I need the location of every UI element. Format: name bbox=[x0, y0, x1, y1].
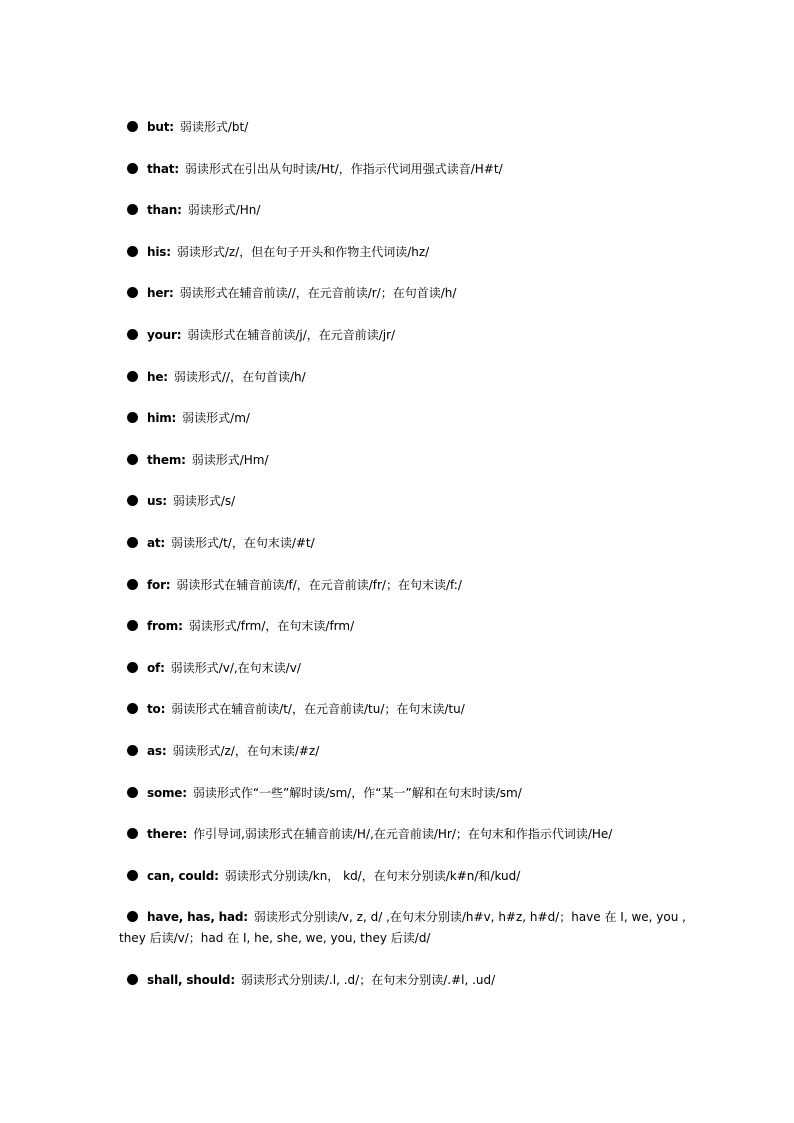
list-item bbox=[127, 411, 707, 426]
item-desc: 弱读形式/Hm/ bbox=[191, 453, 269, 467]
bullet-icon bbox=[127, 579, 138, 590]
list-item bbox=[127, 203, 707, 218]
item-term: have, has, had: bbox=[147, 910, 248, 924]
item-desc: 弱读形式在辅音前读/t/，在元音前读/tu/；在句末读/tu/ bbox=[171, 702, 465, 716]
item-desc: 弱读形式作“一些”解时读/sm/，作“某一”解和在句末时读/sm/ bbox=[192, 786, 522, 800]
item-term: than: bbox=[147, 203, 182, 217]
bullet-icon bbox=[127, 703, 138, 714]
item-desc: 弱读形式/Hn/ bbox=[187, 203, 261, 217]
item-term: that: bbox=[147, 162, 179, 176]
bullet-icon bbox=[127, 620, 138, 631]
list-item bbox=[127, 286, 707, 301]
bullet-icon bbox=[127, 974, 138, 985]
item-desc: 作引导词,弱读形式在辅音前读/H/,在元音前读/Hr/；在句末和作指示代词读/He/ bbox=[193, 827, 613, 841]
item-term: as: bbox=[147, 744, 167, 758]
item-desc: 弱读形式在辅音前读//，在元音前读/r/；在句首读/h/ bbox=[179, 286, 457, 300]
list-item bbox=[127, 120, 707, 135]
bullet-icon bbox=[127, 745, 138, 756]
list-item bbox=[127, 661, 707, 676]
list-item bbox=[127, 162, 707, 177]
item-term: of: bbox=[147, 661, 165, 675]
item-desc: 弱读形式/s/ bbox=[172, 494, 236, 508]
item-term: them: bbox=[147, 453, 186, 467]
item-desc: 弱读形式在辅音前读/f/，在元音前读/fr/；在句末读/f:/ bbox=[176, 578, 462, 592]
item-desc: 弱读形式分别读/kn， kd/，在句末分别读/k#n/和/kud/ bbox=[224, 869, 521, 883]
list-item bbox=[127, 869, 707, 884]
item-desc: 弱读形式/frm/，在句末读/frm/ bbox=[188, 619, 355, 633]
item-desc: 弱读形式/z/，在句末读/#z/ bbox=[172, 744, 320, 758]
bullet-icon bbox=[127, 870, 138, 881]
item-desc-continuation: they 后读/v/；had 在 I, he, she, we, you, they 后读/d/ bbox=[119, 931, 431, 945]
item-desc: 弱读形式在引出从句时读/Ht/，作指示代词用强式读音/H#t/ bbox=[184, 162, 503, 176]
item-term: there: bbox=[147, 827, 188, 841]
list-item bbox=[127, 245, 707, 260]
bullet-icon bbox=[127, 163, 138, 174]
bullet-icon bbox=[127, 911, 138, 922]
item-term: he: bbox=[147, 370, 168, 384]
bullet-icon bbox=[127, 787, 138, 798]
item-term: your: bbox=[147, 328, 182, 342]
list-item bbox=[127, 827, 707, 842]
item-desc: 弱读形式/t/，在句末读/#t/ bbox=[171, 536, 315, 550]
item-term: us: bbox=[147, 494, 167, 508]
list-item bbox=[127, 744, 707, 759]
item-desc: 弱读形式/v/,在句末读/v/ bbox=[170, 661, 301, 675]
item-term: his: bbox=[147, 245, 171, 259]
item-desc: 弱读形式/m/ bbox=[182, 411, 250, 425]
item-desc: 弱读形式分别读/v, z, d/ ,在句末分别读/h#v, h#z, h#d/；have 在 I, we, you , bbox=[253, 910, 686, 924]
bullet-icon bbox=[127, 454, 138, 465]
list-item bbox=[127, 453, 707, 468]
item-term: him: bbox=[147, 411, 177, 425]
bullet-icon bbox=[127, 371, 138, 382]
list-item bbox=[127, 619, 707, 634]
item-term: can, could: bbox=[147, 869, 219, 883]
item-desc: 弱读形式在辅音前读/j/，在元音前读/jr/ bbox=[187, 328, 396, 342]
item-desc: 弱读形式/z/，但在句子开头和作物主代词读/hz/ bbox=[176, 245, 430, 259]
item-term: to: bbox=[147, 702, 166, 716]
list-item bbox=[127, 910, 707, 925]
bullet-icon bbox=[127, 412, 138, 423]
item-term: from: bbox=[147, 619, 183, 633]
list-item bbox=[127, 328, 707, 343]
bullet-icon bbox=[127, 121, 138, 132]
item-term: at: bbox=[147, 536, 166, 550]
list-item bbox=[127, 370, 707, 385]
list-item bbox=[127, 786, 707, 801]
list-item bbox=[127, 973, 707, 988]
list-item bbox=[127, 702, 707, 717]
item-desc: 弱读形式//，在句首读/h/ bbox=[173, 370, 306, 384]
item-term: but: bbox=[147, 120, 174, 134]
list-item bbox=[127, 494, 707, 509]
list-item bbox=[127, 578, 707, 593]
bullet-icon bbox=[127, 537, 138, 548]
item-term: shall, should: bbox=[147, 973, 235, 987]
bullet-icon bbox=[127, 246, 138, 257]
item-term: some: bbox=[147, 786, 187, 800]
bullet-icon bbox=[127, 204, 138, 215]
list-item bbox=[127, 536, 707, 551]
item-desc: 弱读形式/bt/ bbox=[179, 120, 249, 134]
item-desc: 弱读形式分别读/.l, .d/；在句末分别读/.#l, .ud/ bbox=[240, 973, 496, 987]
item-term: for: bbox=[147, 578, 171, 592]
bullet-icon bbox=[127, 329, 138, 340]
bullet-icon bbox=[127, 828, 138, 839]
bullet-icon bbox=[127, 287, 138, 298]
item-term: her: bbox=[147, 286, 174, 300]
bullet-icon bbox=[127, 662, 138, 673]
bullet-icon bbox=[127, 495, 138, 506]
